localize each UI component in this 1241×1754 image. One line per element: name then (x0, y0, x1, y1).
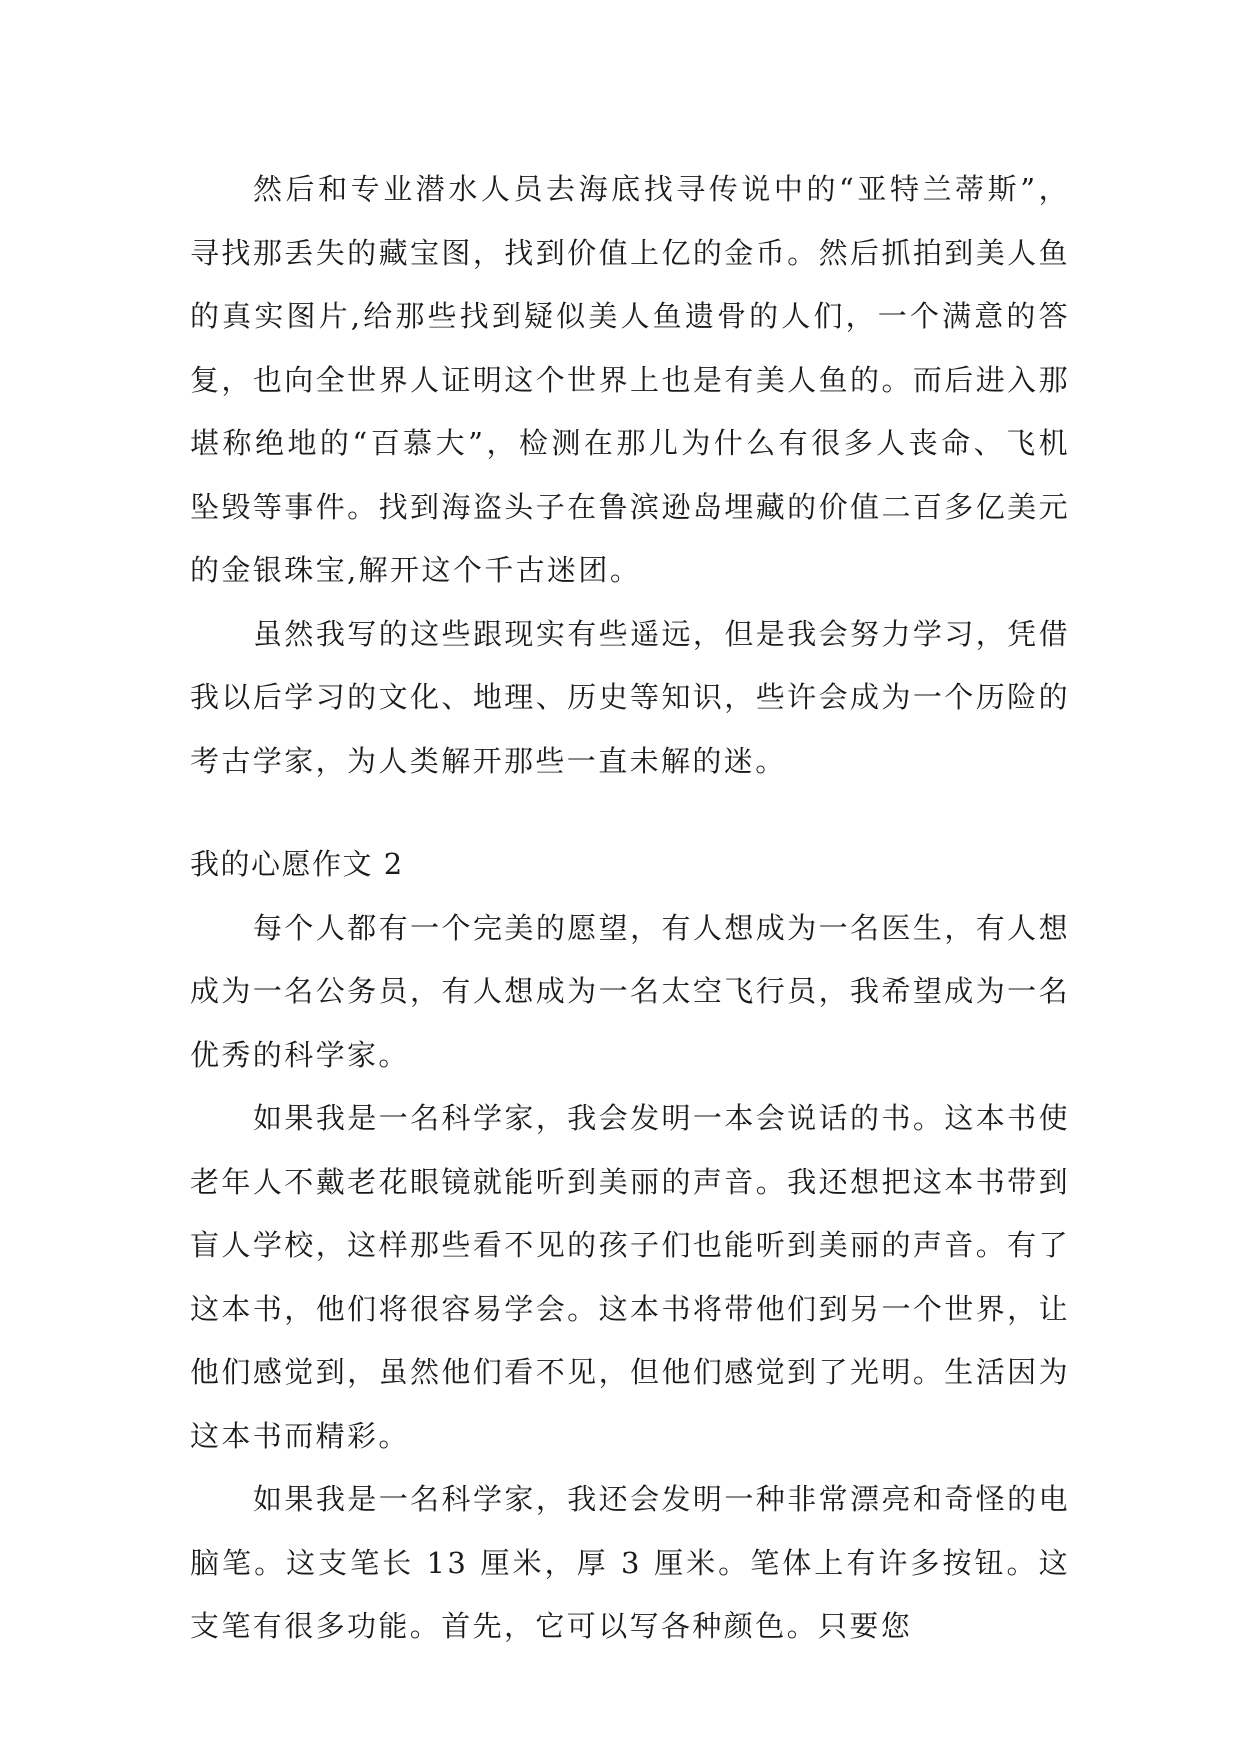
paragraph: 如果我是一名科学家，我还会发明一种非常漂亮和奇怪的电脑笔。这支笔长 13 厘米，厚 3 厘米。笔体上有许多按钮。这支笔有很多功能。首先，它可以写各种颜色。只要您 (190, 1482, 1070, 1643)
paragraph: 然后和专业潜水人员去海底找寻传说中的“亚特兰蒂斯”，寻找那丢失的藏宝图，找到价值上亿的金币。然后抓拍到美人鱼的真实图片,给那些找到疑似美人鱼遗骨的人们，一个满意的答复，也向全世界人证明这个世界上也是有美人鱼的。而后进入那堪称绝地的“百慕大”，检测在那儿为什么有很多人丧命、飞机坠毁等事件。找到海盗头子在鲁滨逊岛埋藏的价值二百多亿美元的金银珠宝,解开这个千古迷团。 (190, 172, 1070, 587)
paragraph: 如果我是一名科学家，我会发明一本会说话的书。这本书使老年人不戴老花眼镜就能听到美丽的声音。我还想把这本书带到盲人学校，这样那些看不见的孩子们也能听到美丽的声音。有了这本书，他们将很容易学会。这本书将带他们到另一个世界，让他们感觉到，虽然他们看不见，但他们感觉到了光明。生活因为这本书而精彩。 (190, 1101, 1070, 1453)
document-body (190, 158, 1070, 1659)
paragraph: 每个人都有一个完美的愿望，有人想成为一名医生，有人想成为一名公务员，有人想成为一名太空飞行员，我希望成为一名优秀的科学家。 (190, 910, 1070, 1072)
paragraph: 虽然我写的这些跟现实有些遥远，但是我会努力学习，凭借我以后学习的文化、地理、历史等知识，些许会成为一个历险的考古学家，为人类解开那些一直未解的迷。 (190, 616, 1070, 778)
section-title: 我的心愿作文 2 (190, 847, 404, 881)
